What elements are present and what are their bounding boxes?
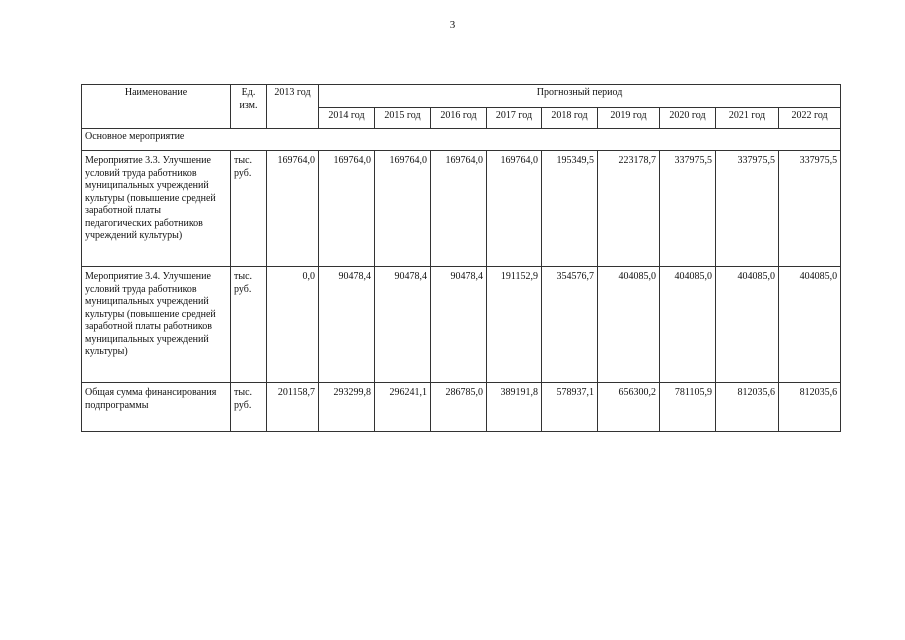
header-year: 2019 год <box>598 108 660 129</box>
header-forecast-period: Прогнозный период <box>319 85 841 108</box>
row-value: 578937,1 <box>542 383 598 432</box>
row-value: 389191,8 <box>487 383 542 432</box>
row-value: 169764,0 <box>375 151 431 267</box>
row-value: 169764,0 <box>431 151 487 267</box>
row-value: 293299,8 <box>319 383 375 432</box>
header-year: 2021 год <box>716 108 779 129</box>
row-value: 169764,0 <box>267 151 319 267</box>
financing-table <box>81 84 841 432</box>
header-base-year: 2013 год <box>267 85 319 129</box>
row-value: 0,0 <box>267 267 319 383</box>
row-value: 223178,7 <box>598 151 660 267</box>
table-row <box>82 267 841 383</box>
row-value: 90478,4 <box>319 267 375 383</box>
row-name: Мероприятие 3.4. Улучшение условий труда работников муниципальных учреждений культуры (повышение средней заработной платы работников муниципальных учреждений культуры) <box>82 267 231 383</box>
row-unit: тыс. руб. <box>231 267 267 383</box>
row-value: 286785,0 <box>431 383 487 432</box>
row-value: 169764,0 <box>487 151 542 267</box>
page-number: 3 <box>449 19 456 31</box>
row-unit: тыс. руб. <box>231 151 267 267</box>
header-row <box>82 85 841 108</box>
header-year: 2018 год <box>542 108 598 129</box>
row-value: 404085,0 <box>779 267 841 383</box>
row-value: 201158,7 <box>267 383 319 432</box>
row-value: 337975,5 <box>660 151 716 267</box>
row-value: 404085,0 <box>598 267 660 383</box>
row-unit: тыс. руб. <box>231 383 267 432</box>
row-value: 296241,1 <box>375 383 431 432</box>
section-title: Основное мероприятие <box>82 129 841 151</box>
header-year: 2016 год <box>431 108 487 129</box>
header-unit: Ед. изм. <box>231 85 267 129</box>
row-value: 354576,7 <box>542 267 598 383</box>
header-name: Наименование <box>82 85 231 129</box>
row-value: 90478,4 <box>375 267 431 383</box>
row-value: 781105,9 <box>660 383 716 432</box>
row-value: 656300,2 <box>598 383 660 432</box>
row-value: 169764,0 <box>319 151 375 267</box>
section-row <box>82 129 841 151</box>
header-year: 2022 год <box>779 108 841 129</box>
row-name: Общая сумма финансирования подпрограммы <box>82 383 231 432</box>
row-value: 404085,0 <box>716 267 779 383</box>
row-value: 195349,5 <box>542 151 598 267</box>
row-value: 337975,5 <box>779 151 841 267</box>
row-name: Мероприятие 3.3. Улучшение условий труда работников муниципальных учреждений культуры (повышение средней заработной платы педагогических работников учреждений культуры) <box>82 151 231 267</box>
header-year: 2017 год <box>487 108 542 129</box>
row-value: 812035,6 <box>779 383 841 432</box>
header-year: 2020 год <box>660 108 716 129</box>
header-year: 2014 год <box>319 108 375 129</box>
header-year: 2015 год <box>375 108 431 129</box>
row-value: 90478,4 <box>431 267 487 383</box>
table-row <box>82 151 841 267</box>
row-value: 812035,6 <box>716 383 779 432</box>
row-value: 191152,9 <box>487 267 542 383</box>
row-value: 404085,0 <box>660 267 716 383</box>
row-value: 337975,5 <box>716 151 779 267</box>
table-row-total <box>82 383 841 432</box>
